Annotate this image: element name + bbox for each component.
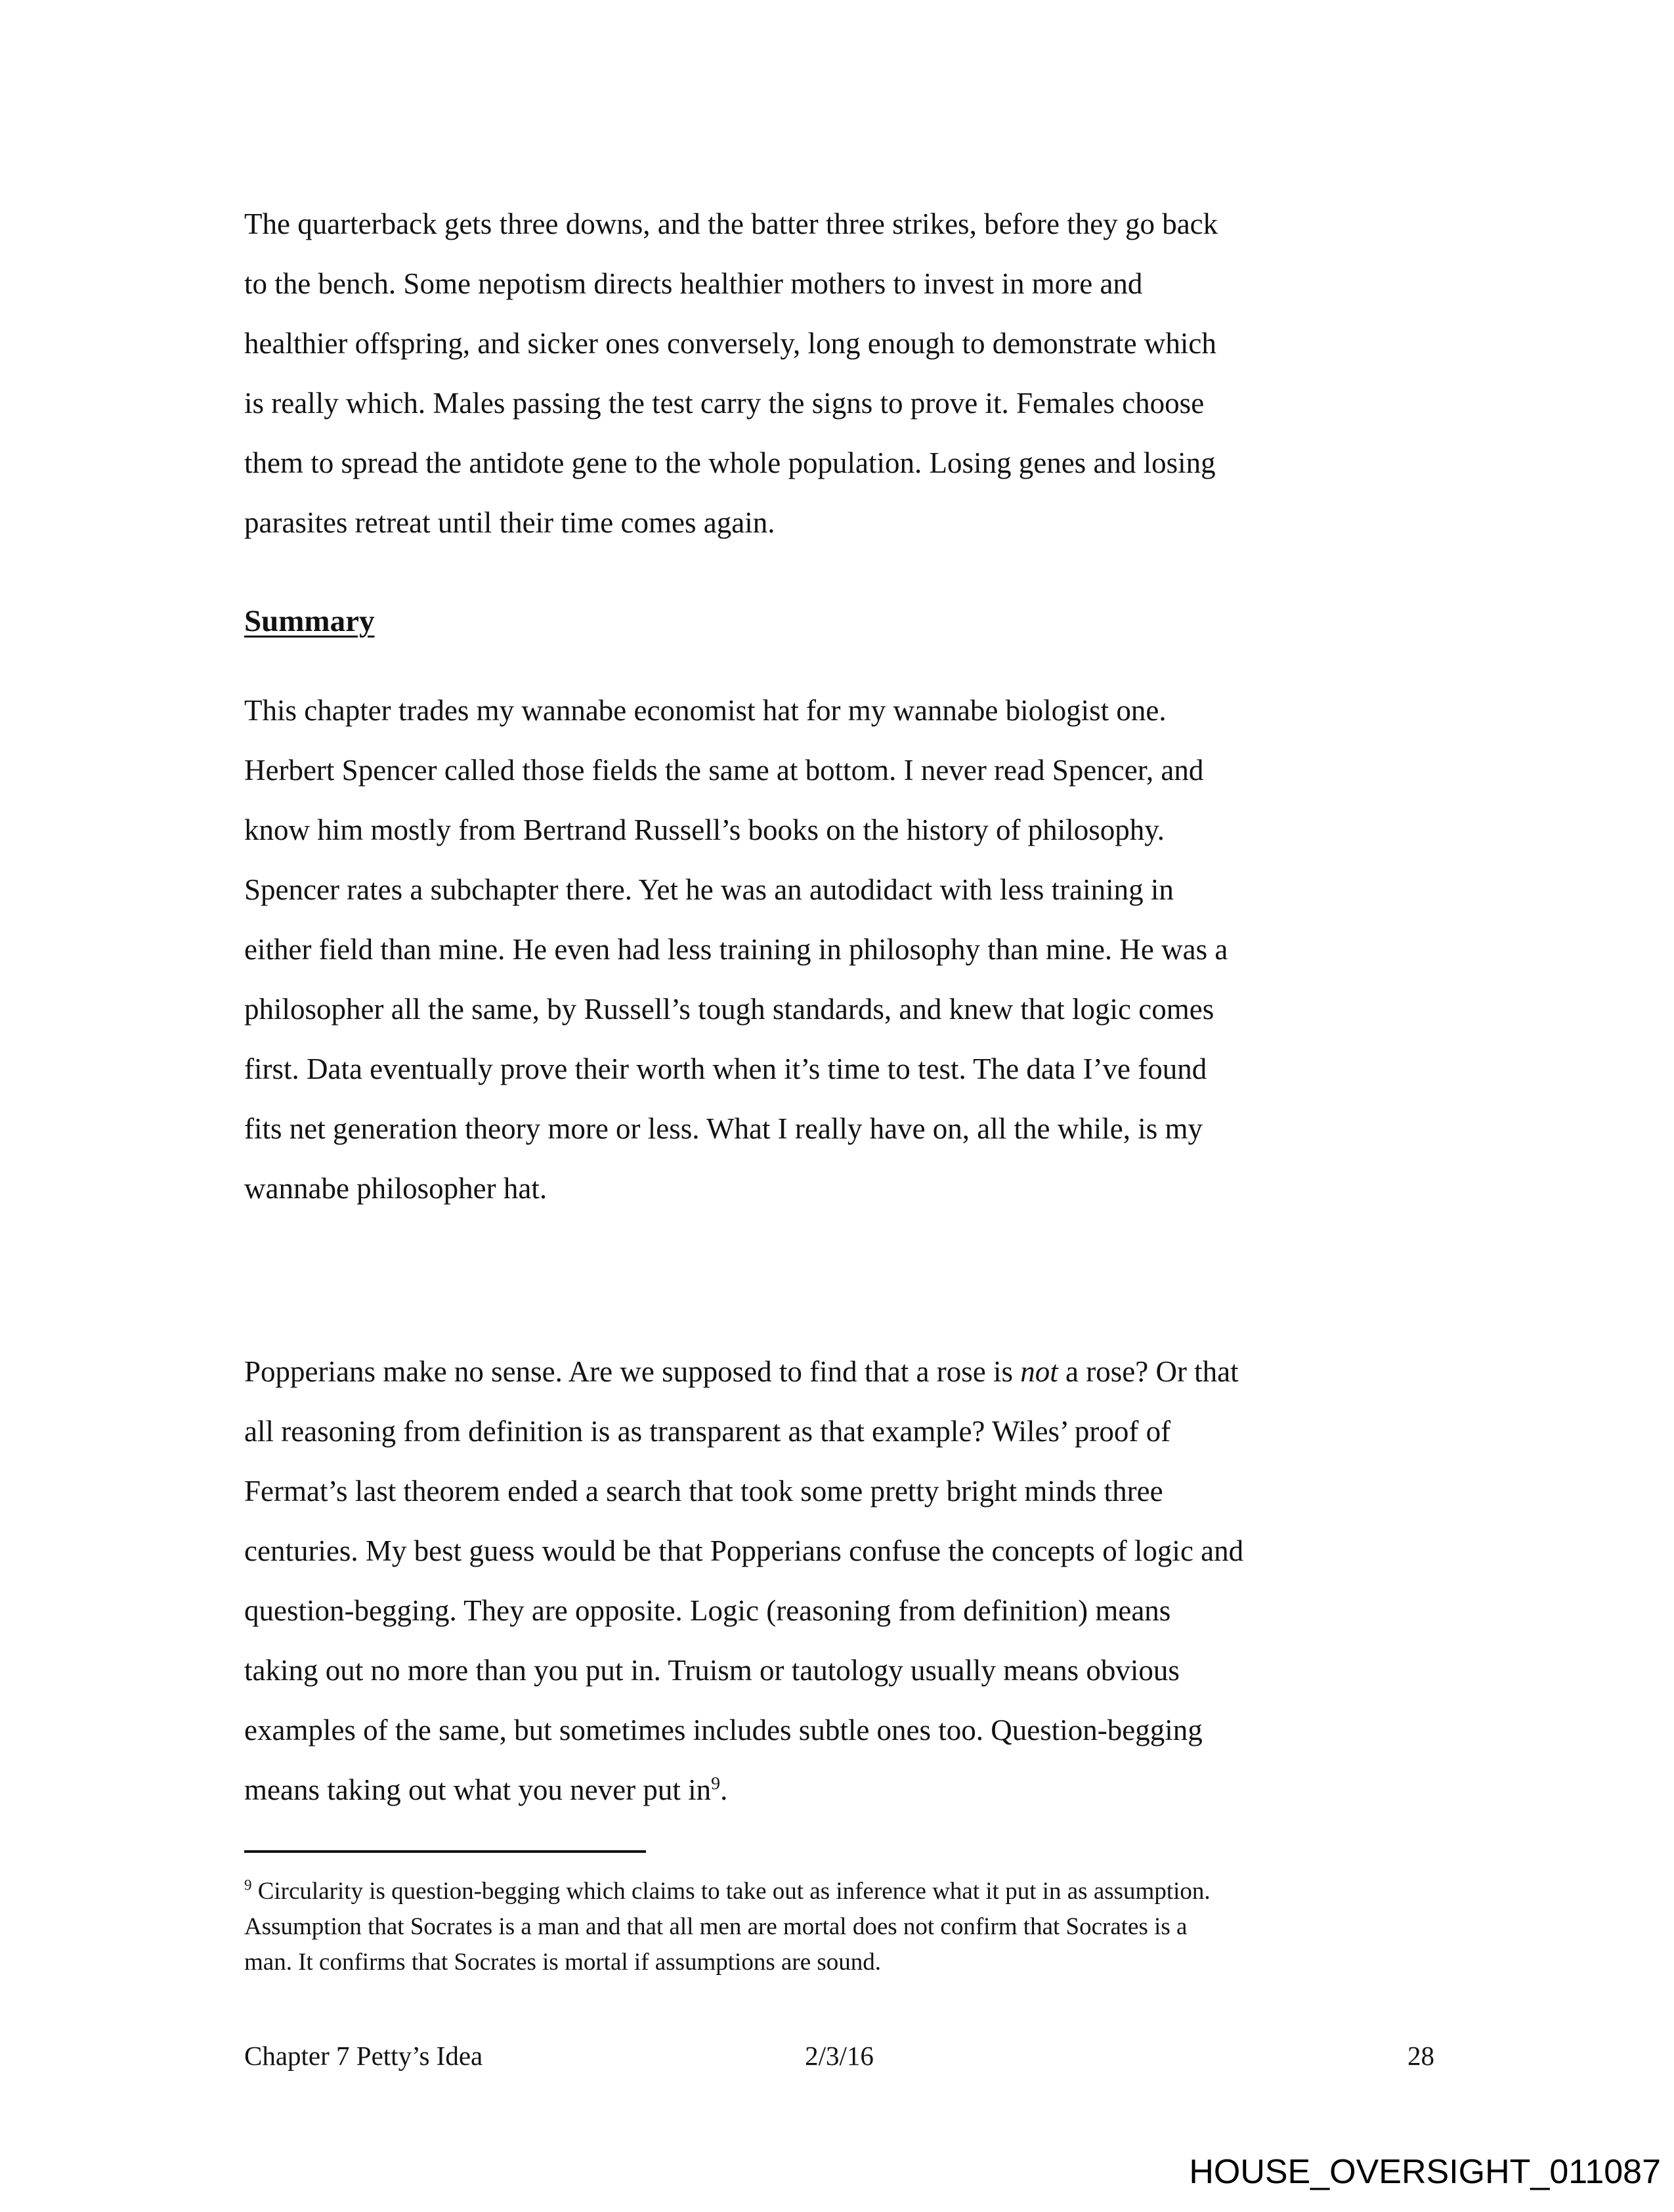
body-line: centuries. My best guess would be that Popperians confuse the concepts of logic and: [244, 1534, 1244, 1567]
footnote-separator-rule: [244, 1850, 646, 1853]
footer-chapter-title: Chapter 7 Petty’s Idea: [244, 2041, 483, 2071]
line-segment: a rose? Or that: [1058, 1355, 1239, 1388]
paragraph-quarterback: [244, 194, 1218, 553]
body-line: Herbert Spencer called those fields the same at bottom. I never read Spencer, and: [244, 754, 1204, 787]
line-segment: Popperians make no sense. Are we supposed to find that a rose is: [244, 1355, 1021, 1388]
italic-word: not: [1020, 1355, 1058, 1388]
body-line: taking out no more than you put in. Truism or tautology usually means obvious: [244, 1654, 1180, 1687]
paragraph-summary-body: [244, 681, 1228, 1219]
page-footer: [244, 2039, 1434, 2079]
body-line: to the bench. Some nepotism directs healthier mothers to invest in more and: [244, 267, 1143, 300]
body-line: question-begging. They are opposite. Logic (reasoning from definition) means: [244, 1594, 1171, 1627]
bates-stamp: HOUSE_OVERSIGHT_011087: [1189, 2153, 1661, 2191]
body-line: first. Data eventually prove their worth when it’s time to test. The data I’ve found: [244, 1052, 1207, 1085]
body-line: them to spread the antidote gene to the whole population. Losing genes and losing: [244, 446, 1216, 479]
line-segment: .: [720, 1773, 728, 1806]
body-line: examples of the same, but sometimes includes subtle ones too. Question-begging: [244, 1714, 1203, 1746]
paragraph-popperians: [244, 1342, 1243, 1820]
footnote-block: [244, 1874, 1211, 1980]
body-line: Spencer rates a subchapter there. Yet he was an autodidact with less training in: [244, 873, 1174, 906]
footer-date: 2/3/16: [805, 2041, 874, 2071]
footnote-line: man. It confirms that Socrates is mortal if assumptions are sound.: [244, 1949, 882, 1976]
body-line: either field than mine. He even had less training in philosophy than mine. He was a: [244, 933, 1228, 966]
body-line: [244, 1342, 1243, 1402]
footnote-reference: 9: [711, 1773, 721, 1794]
body-line: know him mostly from Bertrand Russell’s books on the history of philosophy.: [244, 813, 1165, 846]
body-line: philosopher all the same, by Russell’s tough standards, and knew that logic comes: [244, 993, 1214, 1026]
body-line: [244, 1760, 1243, 1820]
footer-page-number: 28: [1407, 2041, 1434, 2071]
body-line: The quarterback gets three downs, and the batter three strikes, before they go back: [244, 207, 1218, 240]
body-line: wannabe philosopher hat.: [244, 1172, 547, 1205]
footnote-line: [244, 1874, 1211, 1909]
body-line: This chapter trades my wannabe economist hat for my wannabe biologist one.: [244, 694, 1167, 727]
footnote-line: Assumption that Socrates is a man and that all men are mortal does not confirm that Socrates is a: [244, 1913, 1188, 1940]
body-line: healthier offspring, and sicker ones conversely, long enough to demonstrate which: [244, 327, 1216, 360]
line-segment: Circularity is question-begging which claims to take out as inference what it put in as assumption.: [251, 1878, 1211, 1905]
body-line: Fermat’s last theorem ended a search that took some pretty bright minds three: [244, 1475, 1163, 1507]
line-segment: means taking out what you never put in: [244, 1773, 712, 1806]
body-line: fits net generation theory more or less. What I really have on, all the while, is my: [244, 1112, 1203, 1145]
summary-heading: Summary: [244, 604, 375, 638]
body-line: all reasoning from definition is as transparent as that example? Wiles’ proof of: [244, 1415, 1171, 1448]
body-line: is really which. Males passing the test carry the signs to prove it. Females choose: [244, 387, 1205, 420]
footnote-marker: 9: [244, 1876, 252, 1894]
body-line: parasites retreat until their time comes again.: [244, 506, 775, 539]
